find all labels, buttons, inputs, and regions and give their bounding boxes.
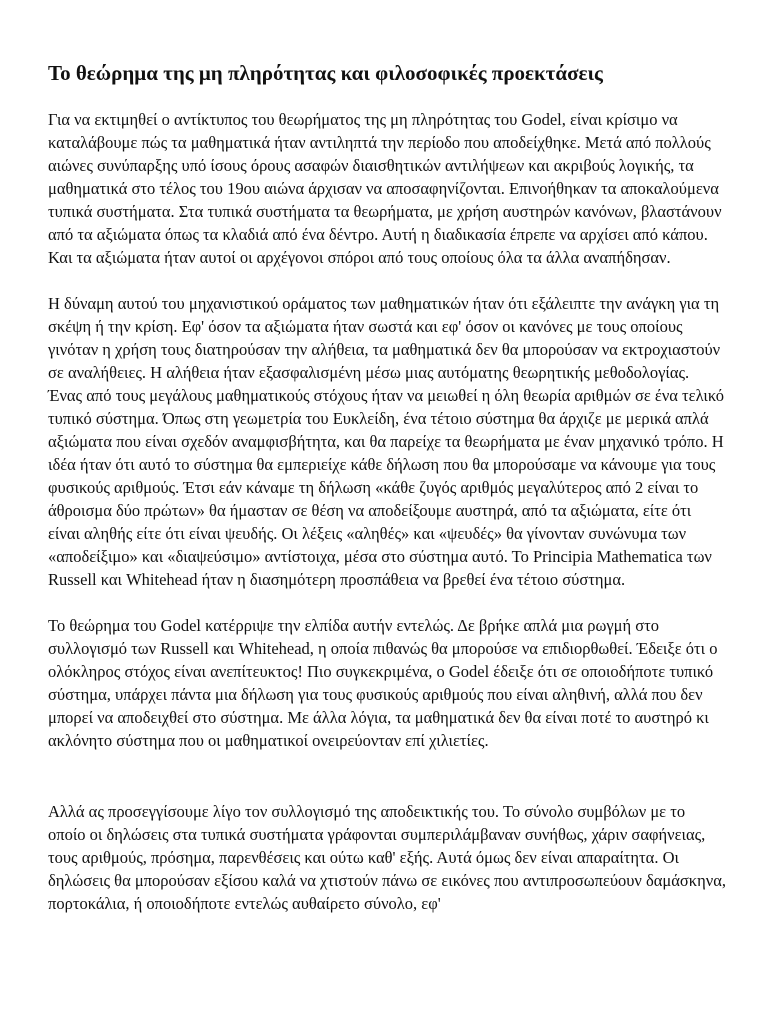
paragraph-2: Η δύναμη αυτού του μηχανιστικού οράματος των μαθηματικών ήταν ότι εξάλειπτε την ανάγκη για τη σκέψη ή την κρίση. Εφ' όσον τα αξιώματα ήταν σωστά και εφ' όσον οι κανόνες με τους οποίους γινόταν η χρήση τους διατηρούσαν την αλήθεια, τα μαθηματικά δεν θα μπορούσαν να εκτροχιαστούν σε αναλήθειες. Η αλήθεια ήταν εξασφαλισμένη μέσω μιας αυτόματης θεωρητικής μεθοδολογίας. Ένας από τους μεγάλους μαθηματικούς στόχους ήταν να μειωθεί η όλη θεωρία αριθμών σε ένα τελικό τυπικό σύστημα. Όπως στη γεωμετρία του Ευκλείδη, ένα τέτοιο σύστημα θα άρχιζε με μερικά απλά αξιώματα που είναι σχεδόν αναμφισβήτητα, και θα παρείχε τα θεωρήματα με έναν μηχανικό τρόπο. Η ιδέα ήταν ότι αυτό το σύστημα θα εμπεριείχε κάθε δήλωση που θα μπορούσαμε να κάνουμε για τους φυσικούς αριθμούς. Έτσι εάν κάναμε τη δήλωση «κάθε ζυγός αριθμός μεγαλύτερος από 2 είναι το άθροισμα δύο πρώτων» θα ήμασταν σε θέση να αποδείξουμε αυστηρά, από τα αξιώματα, είτε ότι είναι αληθής είτε ότι είναι ψευδής. Οι λέξεις «αληθές» και «ψευδές» θα γίνονταν συνώνυμα των «αποδείξιμο» και «διαψεύσιμο» αντίστοιχα, μέσα στο σύστημα αυτό. Το Principia Mathematica των Russell και Whitehead ήταν η διασημότερη προσπάθεια να βρεθεί ένα τέτοιο σύστημα. (48, 294, 725, 589)
document-title: Το θεώρημα της μη πληρότητας και φιλοσοφικές προεκτάσεις (48, 61, 603, 85)
paragraph-1: Για να εκτιμηθεί ο αντίκτυπος του θεωρήματος της μη πληρότητας του Godel, είναι κρίσιμο να καταλάβουμε πώς τα μαθηματικά ήταν αντιληπτά την περίοδο που αποδείχθηκε. Μετά από πολλούς αιώνες συνύπαρξης υπό ίσους όρους ασαφών διαισθητικών αντιλήψεων και ακριβούς λογικής, τα μαθηματικά στο τέλος του 19ου αιώνα άρχισαν να αποσαφηνίζονται. Επινοήθηκαν τα αποκαλούμενα τυπικά συστήματα. Στα τυπικά συστήματα τα θεωρήματα, με χρήση αυστηρών κανόνων, βλαστάνουν από τα αξιώματα όπως τα κλαδιά από ένα δέντρο. Αυτή η διαδικασία έπρεπε να αρχίσει από κάπου. Και τα αξιώματα ήταν αυτοί οι αρχέγονοι σπόροι από τους οποίους όλα τα άλλα αναπήδησαν. (48, 110, 722, 267)
paragraph-3: Το θεώρημα του Godel κατέρριψε την ελπίδα αυτήν εντελώς. Δε βρήκε απλά μια ρωγμή στο συλλογισμό των Russell και Whitehead, η οποία πιθανώς θα μπορούσε να επιδιορθωθεί. Έδειξε ότι ο ολόκληρος στόχος είναι ανεπίτευκτος! Πιο συγκεκριμένα, ο Godel έδειξε ότι σε οποιοδήποτε τυπικό σύστημα, υπάρχει πάντα μια δήλωση για τους φυσικούς αριθμούς που είναι αληθινή, αλλά που δεν μπορεί να αποδειχθεί στο σύστημα. Με άλλα λόγια, τα μαθηματικά δεν θα είναι ποτέ το αυστηρό κι ακλόνητο σύστημα που οι μαθηματικοί ονειρεύονταν επί χιλιετίες. (48, 616, 718, 750)
paragraph-4: Αλλά ας προσεγγίσουμε λίγο τον συλλογισμό της αποδεικτικής του. Το σύνολο συμβόλων με το οποίο οι δηλώσεις στα τυπικά συστήματα γράφονται συμπεριλάμβαναν συνήθως, χάριν σαφήνειας, τους αριθμούς, πρόσημα, παρενθέσεις και ούτω καθ' εξής. Αυτά όμως δεν είναι απαραίτητα. Οι δηλώσεις θα μπορούσαν εξίσου καλά να χτιστούν πάνω σε εικόνες που αντιπροσωπεύουν δαμάσκηνα, πορτοκάλια, ή οποιοδήποτε εντελώς αυθαίρετο σύνολο, εφ' (48, 802, 726, 913)
document-page (48, 58, 726, 938)
